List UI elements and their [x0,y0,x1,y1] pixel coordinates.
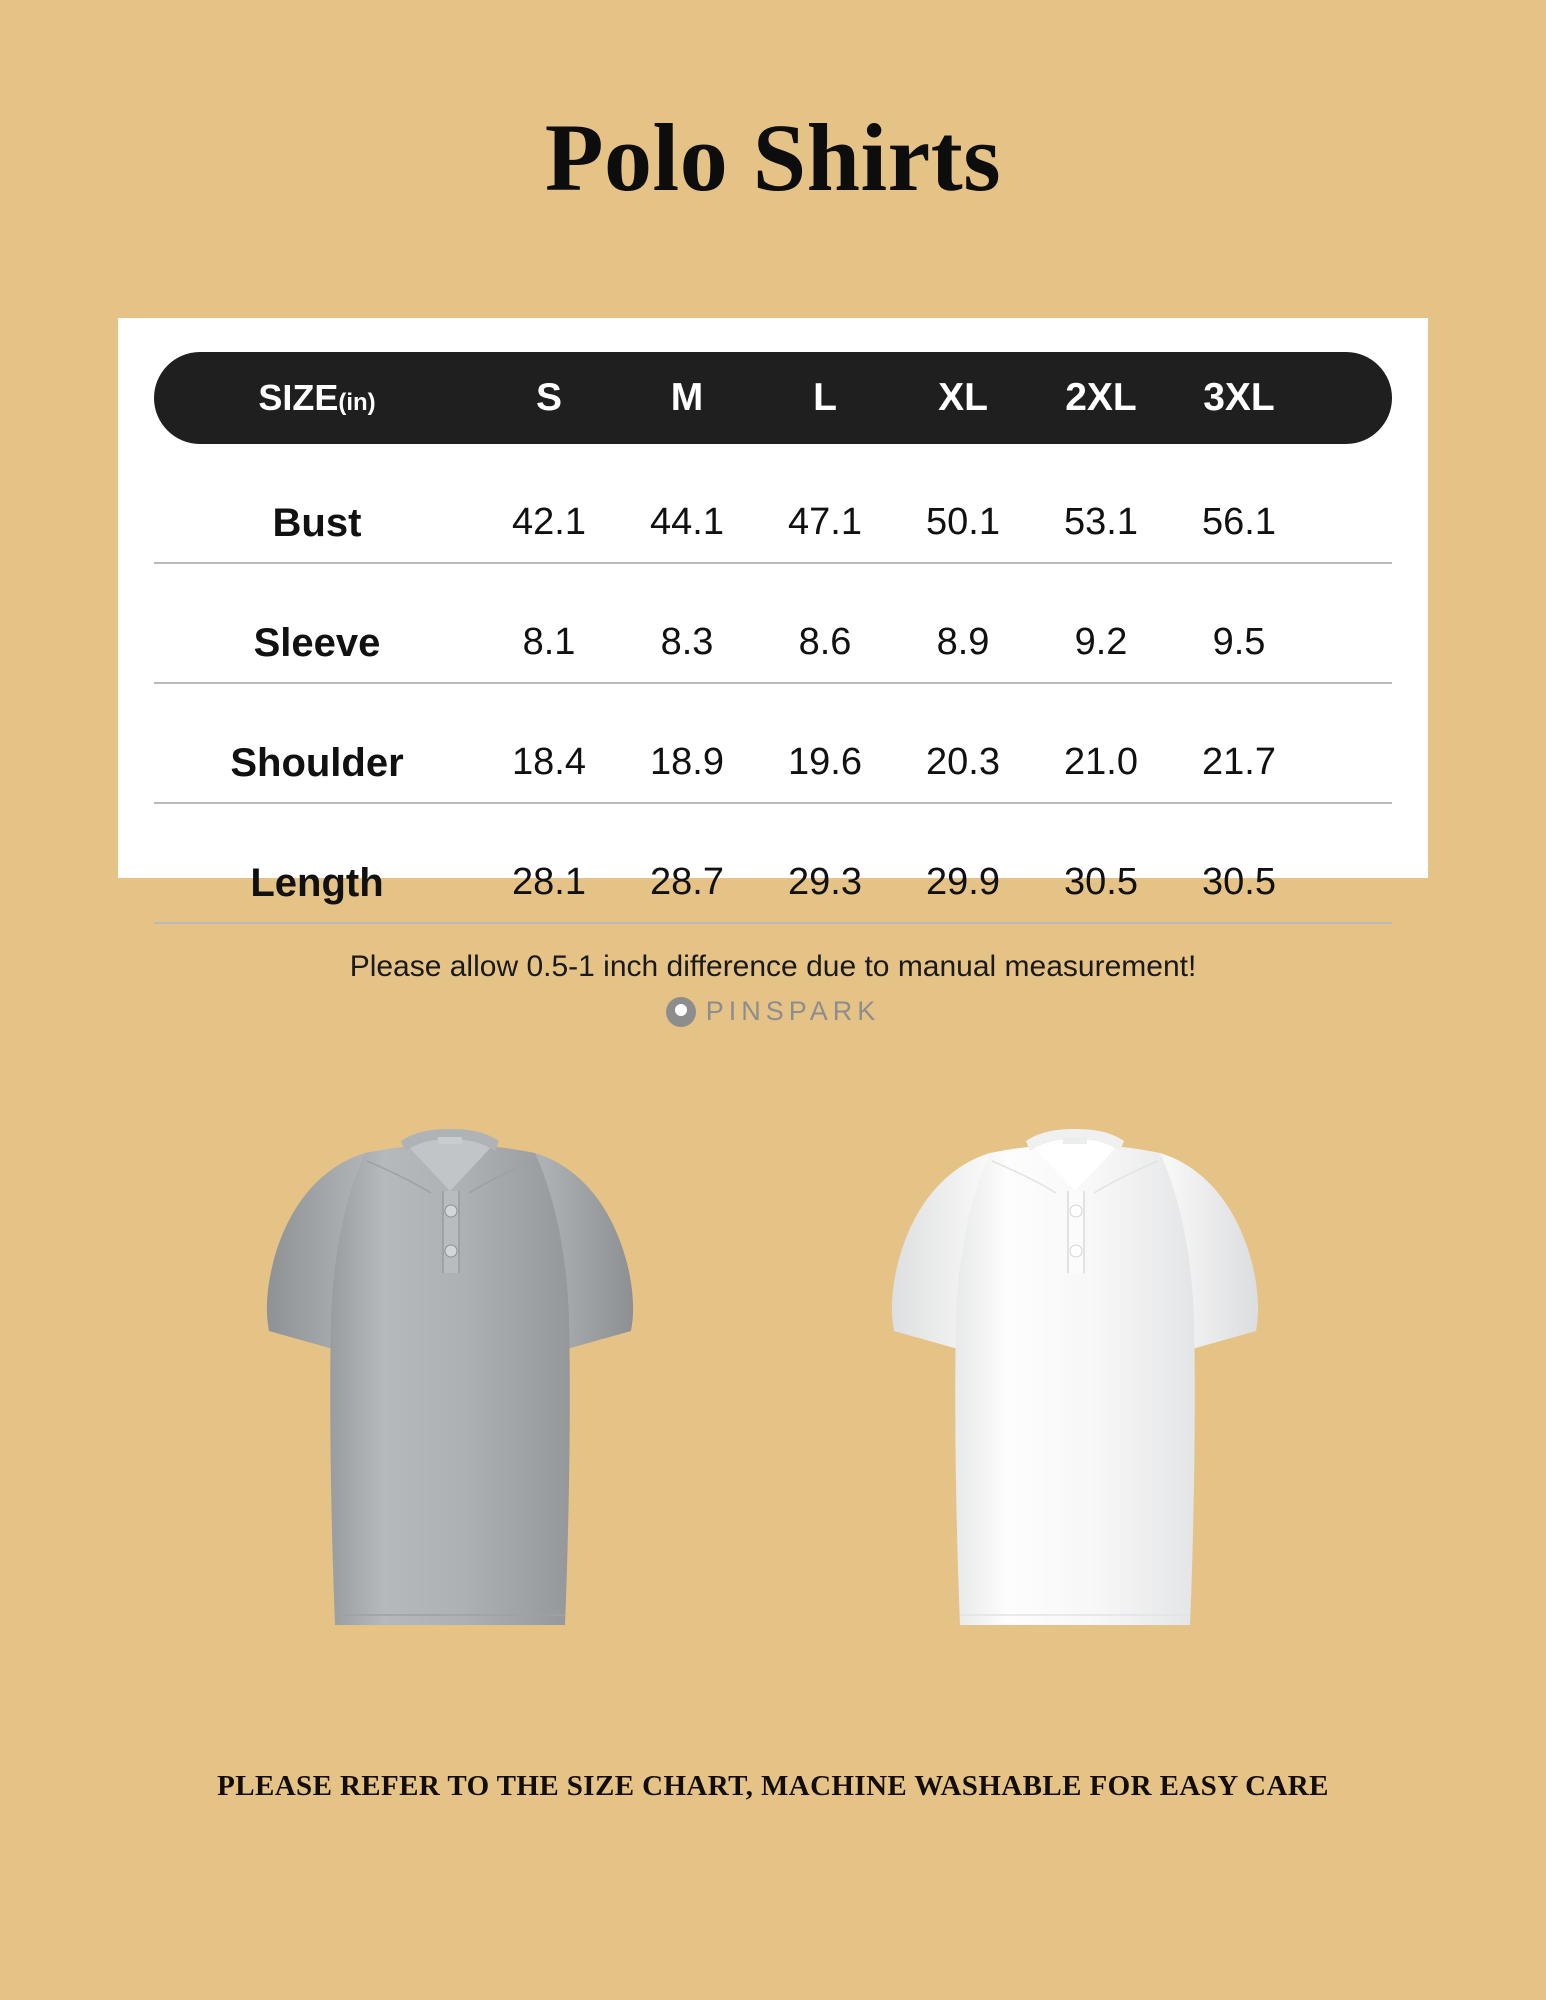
shoulder-m: 18.9 [650,741,724,783]
size-column-3xl: 3XL [1203,376,1275,419]
table-row [154,684,1392,804]
shoulder-l: 19.6 [788,741,862,783]
sleeve-m: 8.3 [660,621,714,663]
size-header-label [154,377,480,419]
bust-l: 47.1 [788,501,862,543]
size-column-xl: XL [938,376,988,419]
bust-m: 44.1 [650,501,724,543]
length-l: 29.3 [788,861,862,903]
length-xl: 29.9 [926,861,1000,903]
size-chart-header [154,352,1392,444]
product-images [0,1095,1546,1705]
sleeve-s: 8.1 [522,621,576,663]
brand-name: PINSPARK [705,996,881,1026]
pinspark-logo-icon [666,997,696,1027]
table-row [154,804,1392,924]
sleeve-xl: 8.9 [936,621,990,663]
row-label-length: Length [250,861,384,905]
row-label-shoulder: Shoulder [230,741,404,785]
white-polo-shirt [880,1105,1270,1665]
length-m: 28.7 [650,861,724,903]
table-row [154,564,1392,684]
length-2xl: 30.5 [1064,861,1138,903]
brand-logo [144,996,1402,1027]
size-chart-header-pill [154,352,1392,444]
row-label-bust: Bust [272,501,362,545]
size-header-text: SIZE [258,377,339,418]
size-column-l: L [813,376,837,419]
row-label-sleeve: Sleeve [253,621,381,665]
shoulder-xl: 20.3 [926,741,1000,783]
measurement-note: Please allow 0.5-1 inch difference due to manual measurement! [349,950,1197,983]
shoulder-s: 18.4 [512,741,586,783]
bust-3xl: 56.1 [1202,501,1276,543]
table-row [154,444,1392,564]
footer-note: PLEASE REFER TO THE SIZE CHART, MACHINE WASHABLE FOR EASY CARE [217,1770,1329,1802]
bust-s: 42.1 [512,501,586,543]
sleeve-2xl: 9.2 [1074,621,1128,663]
size-column-s: S [535,376,562,419]
bust-2xl: 53.1 [1064,501,1138,543]
shoulder-3xl: 21.7 [1202,741,1276,783]
length-3xl: 30.5 [1202,861,1276,903]
sleeve-3xl: 9.5 [1212,621,1266,663]
sleeve-l: 8.6 [798,621,852,663]
size-header-unit: (in) [338,389,376,416]
size-column-2xl: 2XL [1065,376,1137,419]
page-title: Polo Shirts [544,104,1002,211]
shoulder-2xl: 21.0 [1064,741,1138,783]
size-chart-rows [154,444,1392,924]
size-column-m: M [670,376,704,419]
length-s: 28.1 [512,861,586,903]
bust-xl: 50.1 [926,501,1000,543]
grey-polo-shirt [255,1105,645,1665]
size-chart-card [118,318,1428,1026]
